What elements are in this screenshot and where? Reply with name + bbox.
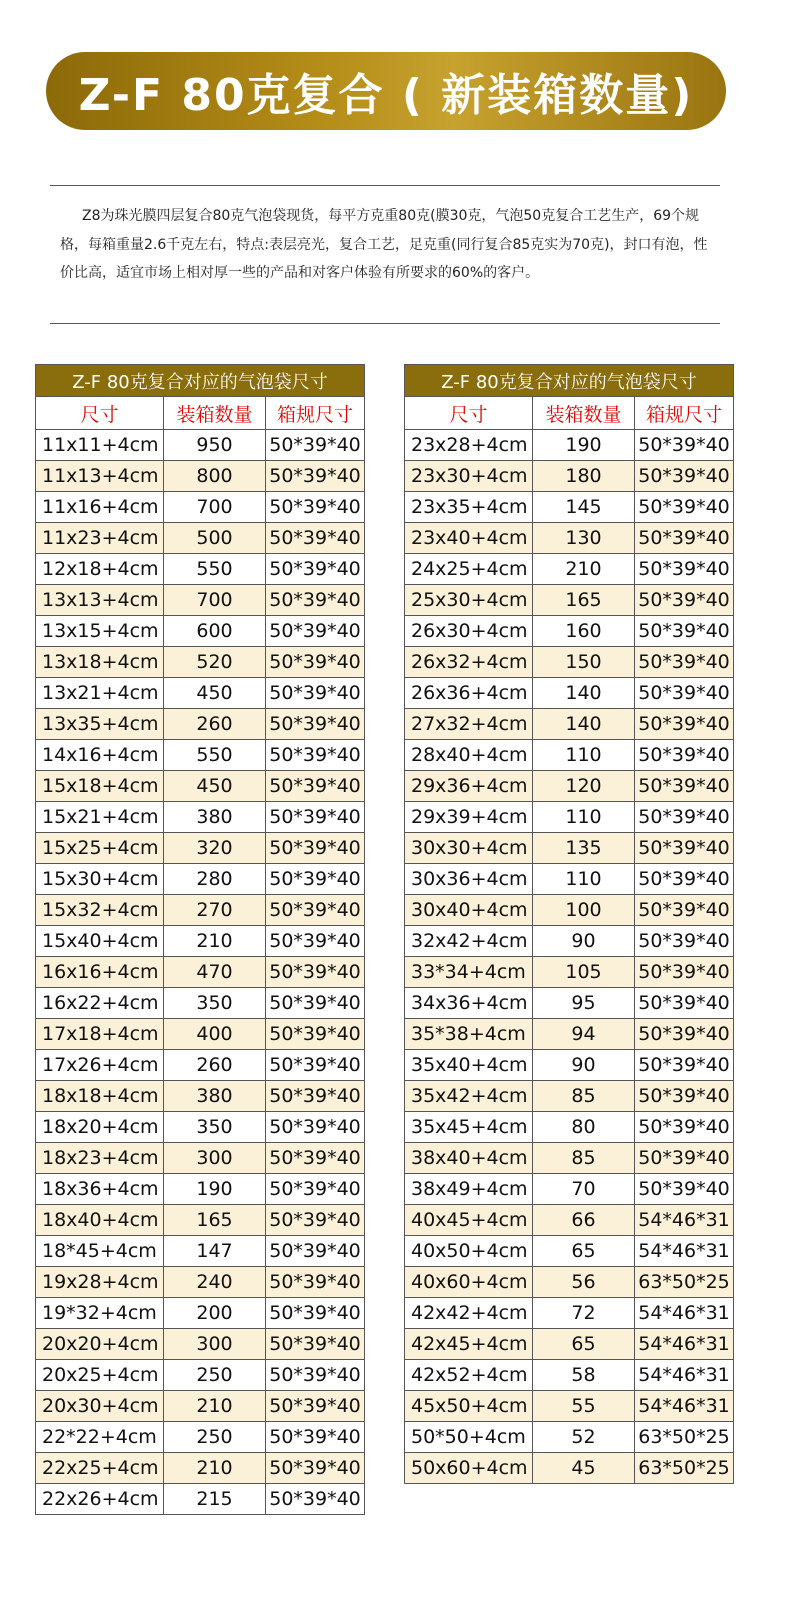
size-cell: 13x18+4cm [36,647,164,678]
size-cell: 50*50+4cm [405,1422,533,1453]
table-row [36,554,365,585]
carton-size-cell: 54*46*31 [635,1236,734,1267]
carton-size-cell: 50*39*40 [266,771,365,802]
carton-size-cell: 54*46*31 [635,1298,734,1329]
size-cell: 13x21+4cm [36,678,164,709]
size-cell: 15x40+4cm [36,926,164,957]
size-cell: 20x20+4cm [36,1329,164,1360]
quantity-cell: 56 [533,1267,635,1298]
quantity-cell: 55 [533,1391,635,1422]
quantity-cell: 58 [533,1360,635,1391]
size-cell: 26x30+4cm [405,616,533,647]
carton-size-cell: 50*39*40 [635,616,734,647]
carton-size-cell: 50*39*40 [266,740,365,771]
carton-size-cell: 50*39*40 [266,554,365,585]
carton-size-cell: 50*39*40 [266,988,365,1019]
quantity-cell: 270 [164,895,266,926]
carton-size-cell: 50*39*40 [635,1081,734,1112]
table-row [405,1329,734,1360]
size-cell: 30x40+4cm [405,895,533,926]
carton-size-cell: 50*39*40 [266,492,365,523]
quantity-cell: 105 [533,957,635,988]
table-row [36,926,365,957]
quantity-cell: 700 [164,492,266,523]
quantity-cell: 65 [533,1236,635,1267]
quantity-cell: 215 [164,1484,266,1515]
table-row [405,833,734,864]
carton-size-cell: 63*50*25 [635,1267,734,1298]
quantity-cell: 380 [164,802,266,833]
table-row [405,1267,734,1298]
size-cell: 26x32+4cm [405,647,533,678]
size-table-right [404,364,734,1484]
size-cell: 22x25+4cm [36,1453,164,1484]
table-row [36,1019,365,1050]
table-row [36,833,365,864]
quantity-cell: 52 [533,1422,635,1453]
carton-size-cell: 50*39*40 [266,1453,365,1484]
size-cell: 20x30+4cm [36,1391,164,1422]
table-row [36,1453,365,1484]
quantity-cell: 380 [164,1081,266,1112]
quantity-cell: 550 [164,740,266,771]
size-cell: 15x21+4cm [36,802,164,833]
carton-size-cell: 50*39*40 [266,1143,365,1174]
carton-size-cell: 50*39*40 [635,926,734,957]
carton-size-cell: 50*39*40 [635,988,734,1019]
table-row [405,709,734,740]
carton-size-cell: 50*39*40 [266,523,365,554]
quantity-cell: 95 [533,988,635,1019]
table-row [36,461,365,492]
table-row [36,1484,365,1515]
size-cell: 14x16+4cm [36,740,164,771]
quantity-cell: 210 [164,926,266,957]
carton-size-cell: 50*39*40 [635,523,734,554]
carton-size-cell: 50*39*40 [266,709,365,740]
table-row [405,523,734,554]
size-cell: 22*22+4cm [36,1422,164,1453]
size-cell: 18x20+4cm [36,1112,164,1143]
size-cell: 18x40+4cm [36,1205,164,1236]
carton-size-cell: 54*46*31 [635,1329,734,1360]
table-row [36,1422,365,1453]
size-cell: 23x40+4cm [405,523,533,554]
size-cell: 16x22+4cm [36,988,164,1019]
carton-size-cell: 50*39*40 [266,461,365,492]
carton-size-cell: 50*39*40 [266,1205,365,1236]
carton-size-cell: 50*39*40 [635,1143,734,1174]
carton-size-cell: 50*39*40 [266,678,365,709]
size-cell: 28x40+4cm [405,740,533,771]
carton-size-cell: 50*39*40 [266,1019,365,1050]
quantity-cell: 210 [164,1453,266,1484]
quantity-cell: 85 [533,1081,635,1112]
quantity-cell: 45 [533,1453,635,1484]
table-row [36,1236,365,1267]
size-cell: 20x25+4cm [36,1360,164,1391]
table-row [36,1081,365,1112]
size-cell: 42x42+4cm [405,1298,533,1329]
quantity-cell: 450 [164,771,266,802]
table-row [405,678,734,709]
carton-size-cell: 50*39*40 [266,833,365,864]
quantity-cell: 800 [164,461,266,492]
table-row [36,1205,365,1236]
table-row [36,802,365,833]
size-cell: 17x26+4cm [36,1050,164,1081]
carton-size-cell: 50*39*40 [635,771,734,802]
table-row [405,1205,734,1236]
table-row [405,895,734,926]
table-row [405,1391,734,1422]
table-row [405,988,734,1019]
quantity-cell: 160 [533,616,635,647]
carton-size-cell: 50*39*40 [635,864,734,895]
carton-size-cell: 50*39*40 [266,430,365,461]
quantity-cell: 110 [533,864,635,895]
carton-size-cell: 50*39*40 [266,585,365,616]
size-cell: 27x32+4cm [405,709,533,740]
size-cell: 34x36+4cm [405,988,533,1019]
quantity-cell: 190 [164,1174,266,1205]
table-row [36,1267,365,1298]
quantity-cell: 300 [164,1143,266,1174]
column-header-size: 尺寸 [405,397,533,430]
quantity-cell: 65 [533,1329,635,1360]
quantity-cell: 350 [164,988,266,1019]
carton-size-cell: 50*39*40 [266,1174,365,1205]
table-row [36,1112,365,1143]
table-row [405,430,734,461]
size-cell: 33*34+4cm [405,957,533,988]
size-cell: 23x35+4cm [405,492,533,523]
carton-size-cell: 50*39*40 [266,1050,365,1081]
carton-size-cell: 50*39*40 [266,616,365,647]
quantity-cell: 200 [164,1298,266,1329]
size-cell: 38x40+4cm [405,1143,533,1174]
table-row [36,1329,365,1360]
carton-size-cell: 50*39*40 [266,1112,365,1143]
carton-size-cell: 50*39*40 [635,895,734,926]
table-row [36,740,365,771]
carton-size-cell: 50*39*40 [635,461,734,492]
bottom-divider [50,323,720,324]
table-row [405,864,734,895]
table-row [405,1019,734,1050]
table-row [36,430,365,461]
size-cell: 23x28+4cm [405,430,533,461]
table-row [36,864,365,895]
quantity-cell: 600 [164,616,266,647]
quantity-cell: 165 [164,1205,266,1236]
size-cell: 13x15+4cm [36,616,164,647]
table-row [405,585,734,616]
carton-size-cell: 50*39*40 [635,1174,734,1205]
quantity-cell: 150 [533,647,635,678]
carton-size-cell: 50*39*40 [266,957,365,988]
size-cell: 25x30+4cm [405,585,533,616]
table-row [36,709,365,740]
quantity-cell: 165 [533,585,635,616]
size-cell: 40x60+4cm [405,1267,533,1298]
carton-size-cell: 50*39*40 [635,430,734,461]
size-table-left [35,364,365,1515]
size-cell: 15x25+4cm [36,833,164,864]
column-header-size: 尺寸 [36,397,164,430]
table-row [36,492,365,523]
quantity-cell: 520 [164,647,266,678]
size-cell: 24x25+4cm [405,554,533,585]
carton-size-cell: 50*39*40 [266,1391,365,1422]
table-row [405,926,734,957]
quantity-cell: 550 [164,554,266,585]
size-cell: 13x13+4cm [36,585,164,616]
table-row [405,1112,734,1143]
size-cell: 42x52+4cm [405,1360,533,1391]
quantity-cell: 350 [164,1112,266,1143]
carton-size-cell: 50*39*40 [266,1329,365,1360]
table-row [405,957,734,988]
column-header-carton: 箱规尺寸 [266,397,365,430]
table-row [405,492,734,523]
size-cell: 35x45+4cm [405,1112,533,1143]
carton-size-cell: 50*39*40 [635,1050,734,1081]
table-row [405,1050,734,1081]
table-row [36,616,365,647]
quantity-cell: 110 [533,802,635,833]
size-cell: 18x18+4cm [36,1081,164,1112]
size-cell: 38x49+4cm [405,1174,533,1205]
size-cell: 15x18+4cm [36,771,164,802]
size-cell: 12x18+4cm [36,554,164,585]
carton-size-cell: 50*39*40 [266,647,365,678]
quantity-cell: 85 [533,1143,635,1174]
quantity-cell: 250 [164,1422,266,1453]
carton-size-cell: 50*39*40 [266,1236,365,1267]
size-cell: 35x40+4cm [405,1050,533,1081]
size-cell: 50x60+4cm [405,1453,533,1484]
top-divider [50,185,720,186]
quantity-cell: 80 [533,1112,635,1143]
table-row [405,461,734,492]
size-cell: 15x30+4cm [36,864,164,895]
table-row [405,616,734,647]
carton-size-cell: 50*39*40 [266,1484,365,1515]
size-cell: 19x28+4cm [36,1267,164,1298]
table-title: Z-F 80克复合对应的气泡袋尺寸 [405,365,734,397]
quantity-cell: 400 [164,1019,266,1050]
carton-size-cell: 54*46*31 [635,1360,734,1391]
table-row [36,988,365,1019]
size-cell: 32x42+4cm [405,926,533,957]
carton-size-cell: 63*50*25 [635,1422,734,1453]
size-cell: 40x50+4cm [405,1236,533,1267]
quantity-cell: 320 [164,833,266,864]
size-cell: 45x50+4cm [405,1391,533,1422]
size-cell: 18x23+4cm [36,1143,164,1174]
quantity-cell: 147 [164,1236,266,1267]
quantity-cell: 140 [533,709,635,740]
quantity-cell: 280 [164,864,266,895]
carton-size-cell: 50*39*40 [635,802,734,833]
quantity-cell: 470 [164,957,266,988]
column-header-quantity: 装箱数量 [164,397,266,430]
table-row [36,1050,365,1081]
quantity-cell: 70 [533,1174,635,1205]
size-cell: 35x42+4cm [405,1081,533,1112]
quantity-cell: 210 [164,1391,266,1422]
carton-size-cell: 50*39*40 [635,585,734,616]
carton-size-cell: 50*39*40 [635,709,734,740]
quantity-cell: 250 [164,1360,266,1391]
table-row [36,523,365,554]
size-cell: 17x18+4cm [36,1019,164,1050]
size-cell: 13x35+4cm [36,709,164,740]
size-cell: 11x16+4cm [36,492,164,523]
column-header-quantity: 装箱数量 [533,397,635,430]
table-title: Z-F 80克复合对应的气泡袋尺寸 [36,365,365,397]
quantity-cell: 120 [533,771,635,802]
table-row [36,895,365,926]
size-cell: 11x11+4cm [36,430,164,461]
table-row [405,1453,734,1484]
carton-size-cell: 50*39*40 [635,554,734,585]
table-row [36,647,365,678]
carton-size-cell: 50*39*40 [635,678,734,709]
size-cell: 40x45+4cm [405,1205,533,1236]
quantity-cell: 180 [533,461,635,492]
title-banner [46,52,726,130]
carton-size-cell: 50*39*40 [635,1112,734,1143]
quantity-cell: 135 [533,833,635,864]
table-row [36,957,365,988]
size-cell: 18*45+4cm [36,1236,164,1267]
quantity-cell: 90 [533,1050,635,1081]
product-description: Z8为珠光膜四层复合80克气泡袋现货，每平方克重80克(膜30克，气泡50克复合工艺生产，69个规格，每箱重量2.6千克左右，特点:表层亮光，复合工艺，足克重(同行复合85克实为70克)，封口有泡，性价比高，适宜市场上相对厚一些的产品和对客户体验有所要求的60%的客户。 [60,208,708,281]
quantity-cell: 110 [533,740,635,771]
size-cell: 42x45+4cm [405,1329,533,1360]
quantity-cell: 500 [164,523,266,554]
quantity-cell: 950 [164,430,266,461]
quantity-cell: 66 [533,1205,635,1236]
size-cell: 18x36+4cm [36,1174,164,1205]
quantity-cell: 145 [533,492,635,523]
size-cell: 30x36+4cm [405,864,533,895]
table-row [405,1298,734,1329]
carton-size-cell: 50*39*40 [266,895,365,926]
carton-size-cell: 50*39*40 [266,1298,365,1329]
banner-title: Z-F 80克复合 ( 新装箱数量) [78,70,694,121]
table-row [36,1360,365,1391]
table-row [36,1391,365,1422]
quantity-cell: 100 [533,895,635,926]
carton-size-cell: 50*39*40 [266,864,365,895]
table-row [405,740,734,771]
quantity-cell: 240 [164,1267,266,1298]
size-cell: 11x23+4cm [36,523,164,554]
table-row [36,771,365,802]
size-cell: 35*38+4cm [405,1019,533,1050]
table-row [36,1174,365,1205]
table-row [405,554,734,585]
quantity-cell: 90 [533,926,635,957]
quantity-cell: 72 [533,1298,635,1329]
quantity-cell: 130 [533,523,635,554]
column-header-carton: 箱规尺寸 [635,397,734,430]
size-cell: 29x36+4cm [405,771,533,802]
size-cell: 11x13+4cm [36,461,164,492]
size-cell: 19*32+4cm [36,1298,164,1329]
table-row [36,1143,365,1174]
carton-size-cell: 50*39*40 [635,740,734,771]
carton-size-cell: 50*39*40 [266,802,365,833]
quantity-cell: 140 [533,678,635,709]
carton-size-cell: 50*39*40 [266,1360,365,1391]
quantity-cell: 260 [164,1050,266,1081]
table-row [405,1174,734,1205]
table-row [36,678,365,709]
carton-size-cell: 50*39*40 [266,1081,365,1112]
carton-size-cell: 50*39*40 [635,833,734,864]
carton-size-cell: 50*39*40 [266,1422,365,1453]
size-cell: 22x26+4cm [36,1484,164,1515]
quantity-cell: 190 [533,430,635,461]
table-row [36,585,365,616]
carton-size-cell: 63*50*25 [635,1453,734,1484]
table-row [405,771,734,802]
quantity-cell: 260 [164,709,266,740]
table-row [405,1422,734,1453]
size-cell: 29x39+4cm [405,802,533,833]
table-row [405,802,734,833]
size-cell: 23x30+4cm [405,461,533,492]
carton-size-cell: 50*39*40 [635,1019,734,1050]
table-row [405,647,734,678]
carton-size-cell: 50*39*40 [635,492,734,523]
size-cell: 26x36+4cm [405,678,533,709]
carton-size-cell: 50*39*40 [266,926,365,957]
carton-size-cell: 54*46*31 [635,1205,734,1236]
quantity-cell: 300 [164,1329,266,1360]
quantity-cell: 94 [533,1019,635,1050]
quantity-cell: 450 [164,678,266,709]
table-row [405,1143,734,1174]
table-row [405,1236,734,1267]
size-cell: 15x32+4cm [36,895,164,926]
carton-size-cell: 50*39*40 [635,647,734,678]
quantity-cell: 210 [533,554,635,585]
size-cell: 16x16+4cm [36,957,164,988]
table-row [405,1081,734,1112]
carton-size-cell: 50*39*40 [635,957,734,988]
table-row [36,1298,365,1329]
carton-size-cell: 50*39*40 [266,1267,365,1298]
size-cell: 30x30+4cm [405,833,533,864]
table-row [405,1360,734,1391]
carton-size-cell: 54*46*31 [635,1391,734,1422]
quantity-cell: 700 [164,585,266,616]
